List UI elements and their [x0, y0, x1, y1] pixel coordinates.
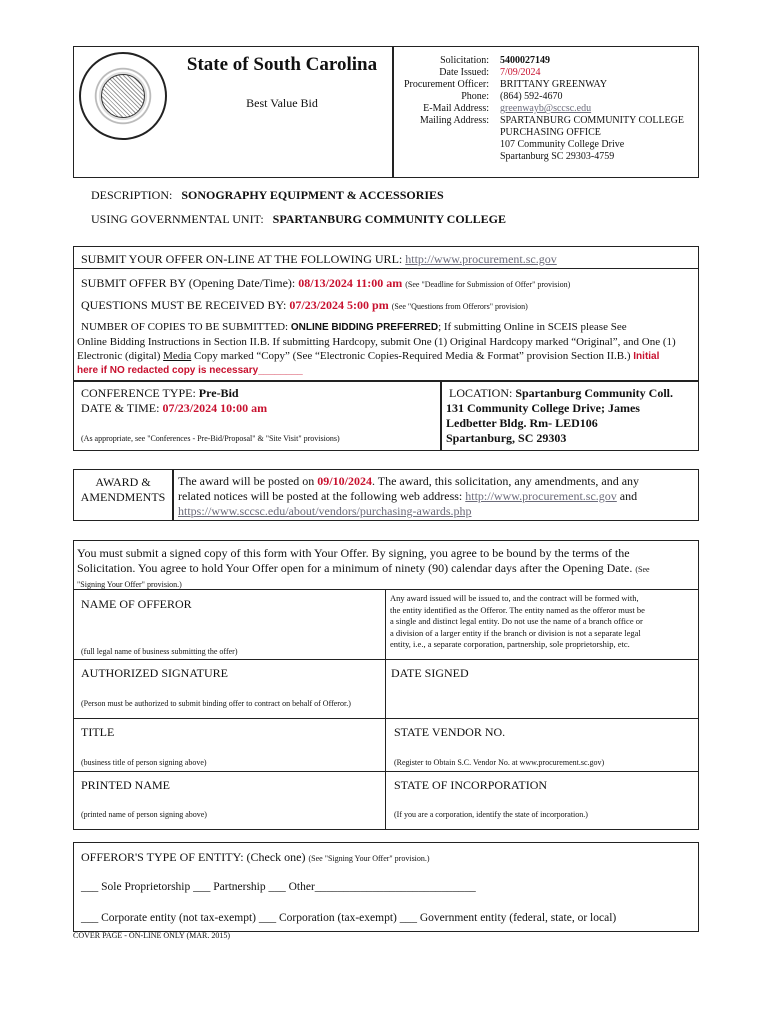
entity-options-line-1[interactable]: ___ Sole Proprietorship ___ Partnership ___ Other____________________________ — [81, 881, 476, 893]
grid-line — [385, 589, 386, 830]
location-line-1: Spartanburg Community Coll. — [515, 386, 674, 400]
grid-line — [73, 771, 699, 772]
name-of-offeror-field[interactable] — [75, 612, 383, 642]
name-of-offeror-label: NAME OF OFFEROR — [81, 597, 192, 611]
award-text-2c: and — [619, 489, 638, 503]
state-of-incorporation-label: STATE OF INCORPORATION — [394, 778, 548, 792]
bid-type: Best Value Bid — [246, 96, 318, 110]
label-date-issued: Date Issued: — [439, 67, 489, 78]
address-line-3: 107 Community College Drive — [500, 139, 625, 150]
location-line-3: Ledbetter Bldg. Rm- LED106 — [446, 416, 598, 430]
location-label: LOCATION: — [449, 386, 513, 400]
label-procurement-officer: Procurement Officer: — [403, 79, 489, 90]
label-email: E-Mail Address: — [423, 103, 489, 114]
solicitation-info-labels — [396, 55, 489, 127]
questions-label: QUESTIONS MUST BE RECEIVED BY: — [81, 298, 287, 312]
address-line-2: PURCHASING OFFICE — [500, 127, 601, 138]
conference-date-value: 07/23/2024 10:00 am — [162, 401, 268, 415]
name-of-offeror-note: (full legal name of business submitting the offer) — [81, 647, 238, 656]
award-date: 09/10/2024 — [317, 474, 372, 488]
questions-date: 07/23/2024 5:00 pm — [289, 298, 389, 312]
award-entity-note — [390, 593, 696, 651]
conference-type-row — [81, 386, 239, 401]
title-note: (business title of person signing above) — [81, 758, 207, 767]
address-line-1: SPARTANBURG COMMUNITY COLLEGE — [500, 115, 684, 126]
questions-row — [81, 298, 528, 313]
online-bidding-preferred: ONLINE BIDDING PREFERRED — [290, 322, 439, 333]
state-seal-emblem — [101, 74, 145, 118]
page-footer: COVER PAGE - ON-LINE ONLY (MAR. 2015) — [73, 931, 231, 940]
description-line — [91, 188, 444, 203]
entity-type-title — [81, 850, 430, 865]
award-note-line-1: Any award issued will be issued to, and the contract will be formed with, — [390, 593, 639, 603]
authorized-signature-field[interactable] — [75, 681, 383, 696]
award-text-1a: The award will be posted on — [178, 474, 315, 488]
copies-line-1 — [77, 320, 697, 335]
copies-line-3 — [77, 349, 697, 364]
award-sccsc-link[interactable]: https://www.sccsc.edu/about/vendors/purchasing-awards.php — [178, 504, 472, 518]
label-mailing-address: Mailing Address: — [419, 115, 489, 126]
conference-date-row — [81, 401, 267, 416]
offer-intro-2a: Solicitation. You agree to hold Your Offer open for a minimum of ninety (90) calendar days after the Opening Date. — [77, 561, 633, 575]
state-of-incorporation-note: (If you are a corporation, identify the state of incorporation.) — [394, 810, 588, 819]
entity-type-note: (See "Signing Your Offer" provision.) — [308, 854, 430, 863]
conference-type-label: CONFERENCE TYPE: — [81, 386, 196, 400]
submit-by-label: SUBMIT OFFER BY (Opening Date/Time): — [81, 276, 296, 290]
description-label: DESCRIPTION: — [91, 188, 173, 202]
award-text-1c: . The award, this solicitation, any amendments, and any — [371, 474, 640, 488]
offer-intro-3: "Signing Your Offer" provision.) — [77, 580, 182, 589]
state-vendor-no-label: STATE VENDOR NO. — [394, 725, 506, 739]
governmental-unit-value: SPARTANBURG COMMUNITY COLLEGE — [272, 212, 507, 226]
state-of-incorporation-field[interactable] — [387, 793, 697, 807]
authorized-signature-note: (Person must be authorized to submit binding offer to contract on behalf of Offeror.) — [81, 699, 351, 708]
solicitation-number: 5400027149 — [500, 55, 550, 66]
submit-by-row — [81, 276, 570, 291]
location-text — [446, 386, 673, 446]
governmental-unit-line — [91, 212, 506, 227]
award-note-line-2: the entity identified as the Offeror. The entity named as the offeror must be — [390, 604, 645, 615]
submit-by-date: 08/13/2024 11:00 am — [298, 276, 403, 290]
copies-line-2: Online Bidding Instructions in Section II.B. If submitting Hardcopy, submit One (1) Original Hardcopy marked “Original”, and One (1) — [77, 336, 676, 348]
state-title: State of South Carolina — [186, 54, 378, 75]
copies-text-3c: Copy marked “Copy” (See “Electronic Copies-Required Media & Format” provision Section II.B.) — [194, 350, 631, 362]
state-vendor-no-note: (Register to Obtain S.C. Vendor No. at www.procurement.sc.gov) — [394, 758, 605, 767]
location-line-2: 131 Community College Drive; James — [446, 401, 640, 415]
copies-label: NUMBER OF COPIES TO BE SUBMITTED: — [81, 321, 289, 333]
offer-intro-2b: (See — [635, 565, 650, 574]
solicitation-info-values — [500, 55, 696, 163]
award-note-line-3: a single and distinct legal entity. Do not use the name of a branch office or — [390, 616, 643, 626]
label-solicitation: Solicitation: — [440, 55, 489, 66]
email-link[interactable]: greenwayb@sccsc.edu — [500, 103, 592, 114]
date-signed-field[interactable] — [387, 681, 697, 715]
grid-line — [73, 659, 699, 660]
entity-options-line-2[interactable]: ___ Corporate entity (not tax-exempt) ___ Corporation (tax-exempt) ___ Government entity (federal, state, or local) — [81, 912, 617, 924]
date-issued: 7/09/2024 — [500, 67, 541, 78]
award-text-box — [173, 469, 699, 521]
date-signed-label: DATE SIGNED — [391, 666, 469, 680]
offer-intro-1: You must submit a signed copy of this form with Your Offer. By signing, you agree to be bound by the terms of the — [77, 546, 630, 560]
title-field[interactable] — [75, 740, 383, 754]
submit-by-note: (See "Deadline for Submission of Offer" provision) — [405, 280, 571, 289]
phone-number: (864) 592-4670 — [500, 91, 563, 102]
printed-name-note: (printed name of person signing above) — [81, 810, 207, 819]
address-line-4: Spartanburg SC 29303-4759 — [500, 151, 615, 162]
copies-redacted-line: here if NO redacted copy is necessary________ — [77, 365, 303, 376]
copies-media: Media — [163, 350, 192, 362]
award-note-line-4: a division of a larger entity if the branch or division is not a separate legal — [390, 627, 641, 638]
title-label: TITLE — [81, 725, 115, 739]
copies-text-1: ; If submitting Online in SCEIS please See — [438, 321, 627, 333]
conference-date-label: DATE & TIME: — [81, 401, 160, 415]
submit-url-row — [81, 252, 557, 267]
procurement-officer: BRITTANY GREENWAY — [500, 79, 608, 90]
copies-text-3a: Electronic (digital) — [77, 350, 161, 362]
entity-type-label: OFFEROR'S TYPE OF ENTITY: (Check one) — [81, 850, 306, 864]
award-label-2: AMENDMENTS — [80, 490, 166, 504]
authorized-signature-label: AUTHORIZED SIGNATURE — [81, 666, 228, 680]
offer-intro — [77, 546, 697, 592]
grid-line — [73, 718, 699, 719]
governmental-unit-label: USING GOVERNMENTAL UNIT: — [91, 212, 264, 226]
award-label-1: AWARD & — [95, 475, 151, 489]
copies-initial: Initial — [633, 351, 660, 362]
award-procurement-link[interactable]: http://www.procurement.sc.gov — [465, 489, 617, 503]
questions-note: (See "Questions from Offerors" provision) — [391, 302, 528, 311]
procurement-url-link[interactable]: http://www.procurement.sc.gov — [405, 252, 557, 266]
state-vendor-no-field[interactable] — [387, 740, 697, 754]
grid-line — [73, 589, 699, 590]
conference-type-value: Pre-Bid — [198, 386, 239, 400]
printed-name-field[interactable] — [75, 793, 383, 807]
description-value: SONOGRAPHY EQUIPMENT & ACCESSORIES — [181, 188, 444, 202]
label-phone: Phone: — [461, 91, 489, 102]
award-label-box — [73, 469, 173, 521]
submit-url-label: SUBMIT YOUR OFFER ON-LINE AT THE FOLLOWING URL: — [81, 252, 403, 266]
award-note-line-5: entity, i.e., a separate corporation, partnership, sole proprietorship, etc. — [390, 639, 630, 649]
award-text-2a: related notices will be posted at the following web address: — [178, 489, 463, 503]
printed-name-label: PRINTED NAME — [81, 778, 170, 792]
location-line-4: Spartanburg, SC 29303 — [446, 431, 567, 445]
conference-note: (As appropriate, see "Conferences - Pre-Bid/Proposal" & "Site Visit" provisions) — [81, 434, 340, 443]
copies-paragraph — [77, 320, 697, 378]
